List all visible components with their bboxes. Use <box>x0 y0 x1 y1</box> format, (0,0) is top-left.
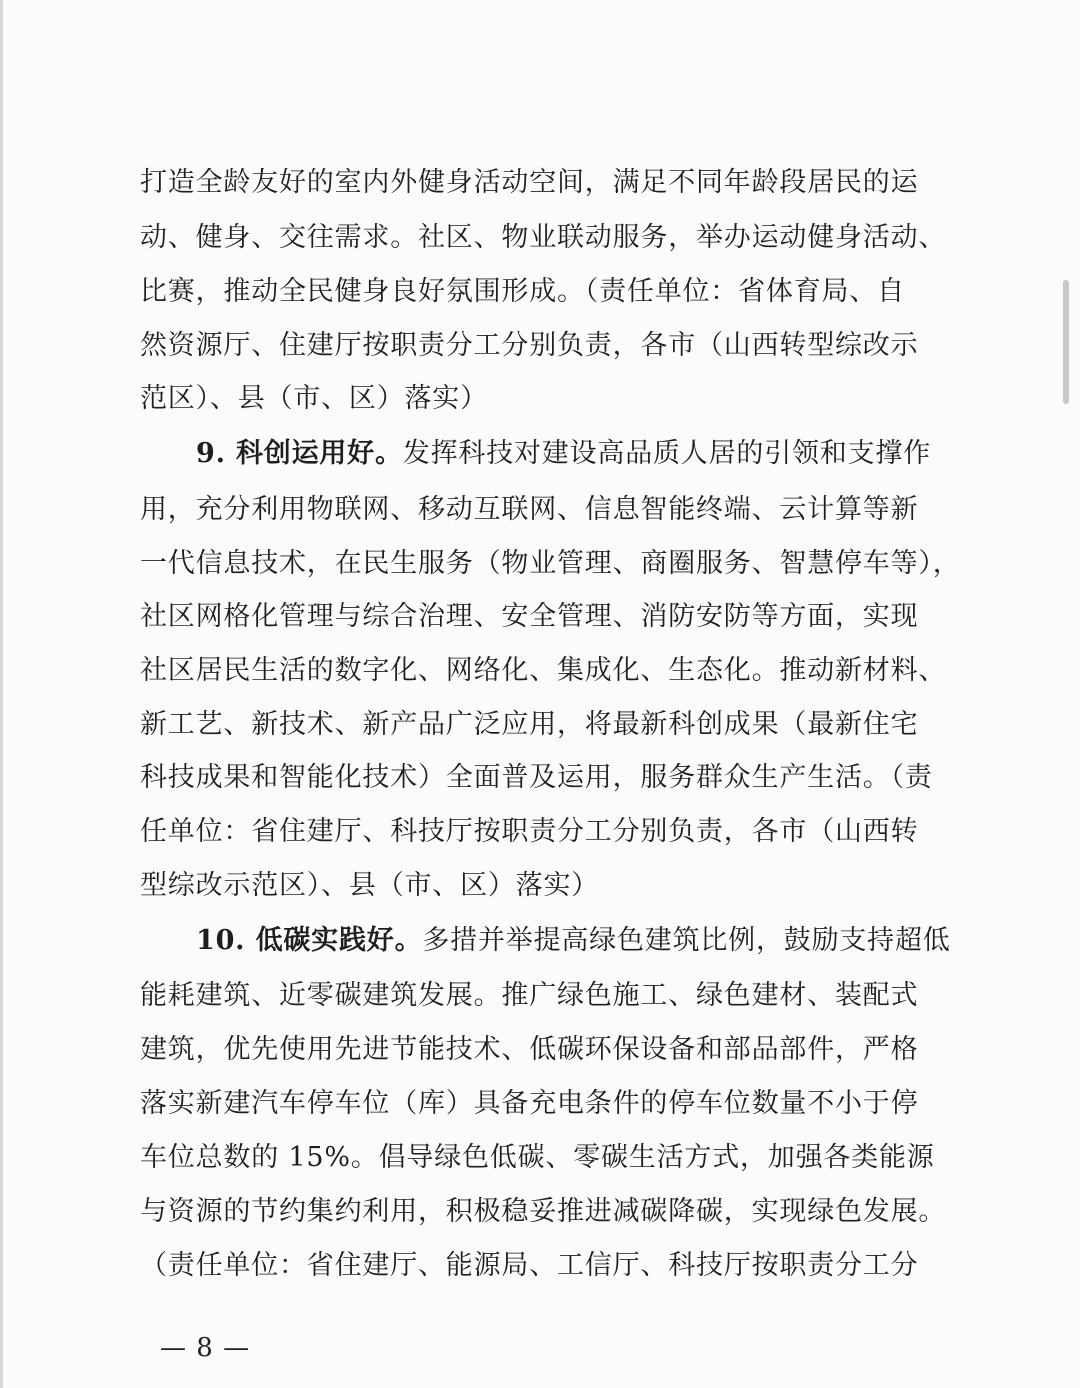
section-9-line: 一代信息技术，在民生服务（物业管理、商圈服务、智慧停车等）， <box>140 548 961 579</box>
section-9-first-line-text: 发挥科技对建设高品质人居的引领和支撑作 <box>402 438 931 469</box>
section-10-first-line <box>196 921 951 961</box>
body-line-5: 范区）、县（市、区）落实） <box>140 383 488 414</box>
body-line-4: 然资源厅、住建厅按职责分工分别负责，各市（山西转型综改示 <box>140 330 919 361</box>
body-line-1: 打造全龄友好的室内外健身活动空间，满足不同年龄段居民的运 <box>140 167 919 198</box>
section-10-line: 车位总数的 15%。倡导绿色低碳、零碳生活方式，加强各类能源 <box>140 1142 935 1173</box>
section-10-heading: 10. 低碳实践好。 <box>196 925 423 956</box>
section-10-line: 与资源的节约集约利用，积极稳妥推进减碳降碳，实现绿色发展。 <box>140 1196 947 1227</box>
section-9-heading: 9. 科创运用好。 <box>196 438 403 469</box>
body-line-3: 比赛，推动全民健身良好氛围形成。（责任单位：省体育局、自 <box>140 276 905 307</box>
body-line-2: 动、健身、交往需求。社区、物业联动服务，举办运动健身活动、 <box>140 222 947 253</box>
section-9-line: 科技成果和智能化技术）全面普及运用，服务群众生产生活。（责 <box>140 762 933 793</box>
section-9-first-line <box>196 434 940 474</box>
section-9-line: 社区居民生活的数字化、网络化、集成化、生态化。推动新材料、 <box>140 655 947 686</box>
section-9-line: 任单位：省住建厅、科技厅按职责分工分别负责，各市（山西转 <box>140 816 919 847</box>
section-9-line: 社区网格化管理与综合治理、安全管理、消防安防等方面，实现 <box>140 601 919 632</box>
section-9-line: 型综改示范区）、县（市、区）落实） <box>140 870 600 901</box>
section-10-line: 建筑，优先使用先进节能技术、低碳环保设备和部品部件，严格 <box>140 1034 919 1065</box>
section-9-line: 新工艺、新技术、新产品广泛应用，将最新科创成果（最新住宅 <box>140 709 919 740</box>
section-10-line: 落实新建汽车停车位（库）具备充电条件的停车位数量不小于停 <box>140 1088 919 1119</box>
section-10-line: （责任单位：省住建厅、能源局、工信厅、科技厅按职责分工分 <box>140 1250 919 1281</box>
section-10-line: 能耗建筑、近零碳建筑发展。推广绿色施工、绿色建材、装配式 <box>140 980 919 1011</box>
page-edge <box>0 0 3 1388</box>
section-9-line: 用，充分利用物联网、移动互联网、信息智能终端、云计算等新 <box>140 494 919 525</box>
page-number: — 8 — <box>160 1333 251 1363</box>
scrollbar-thumb[interactable] <box>1063 280 1069 404</box>
section-10-first-line-text: 多措并举提高绿色建筑比例，鼓励支持超低 <box>422 925 951 956</box>
